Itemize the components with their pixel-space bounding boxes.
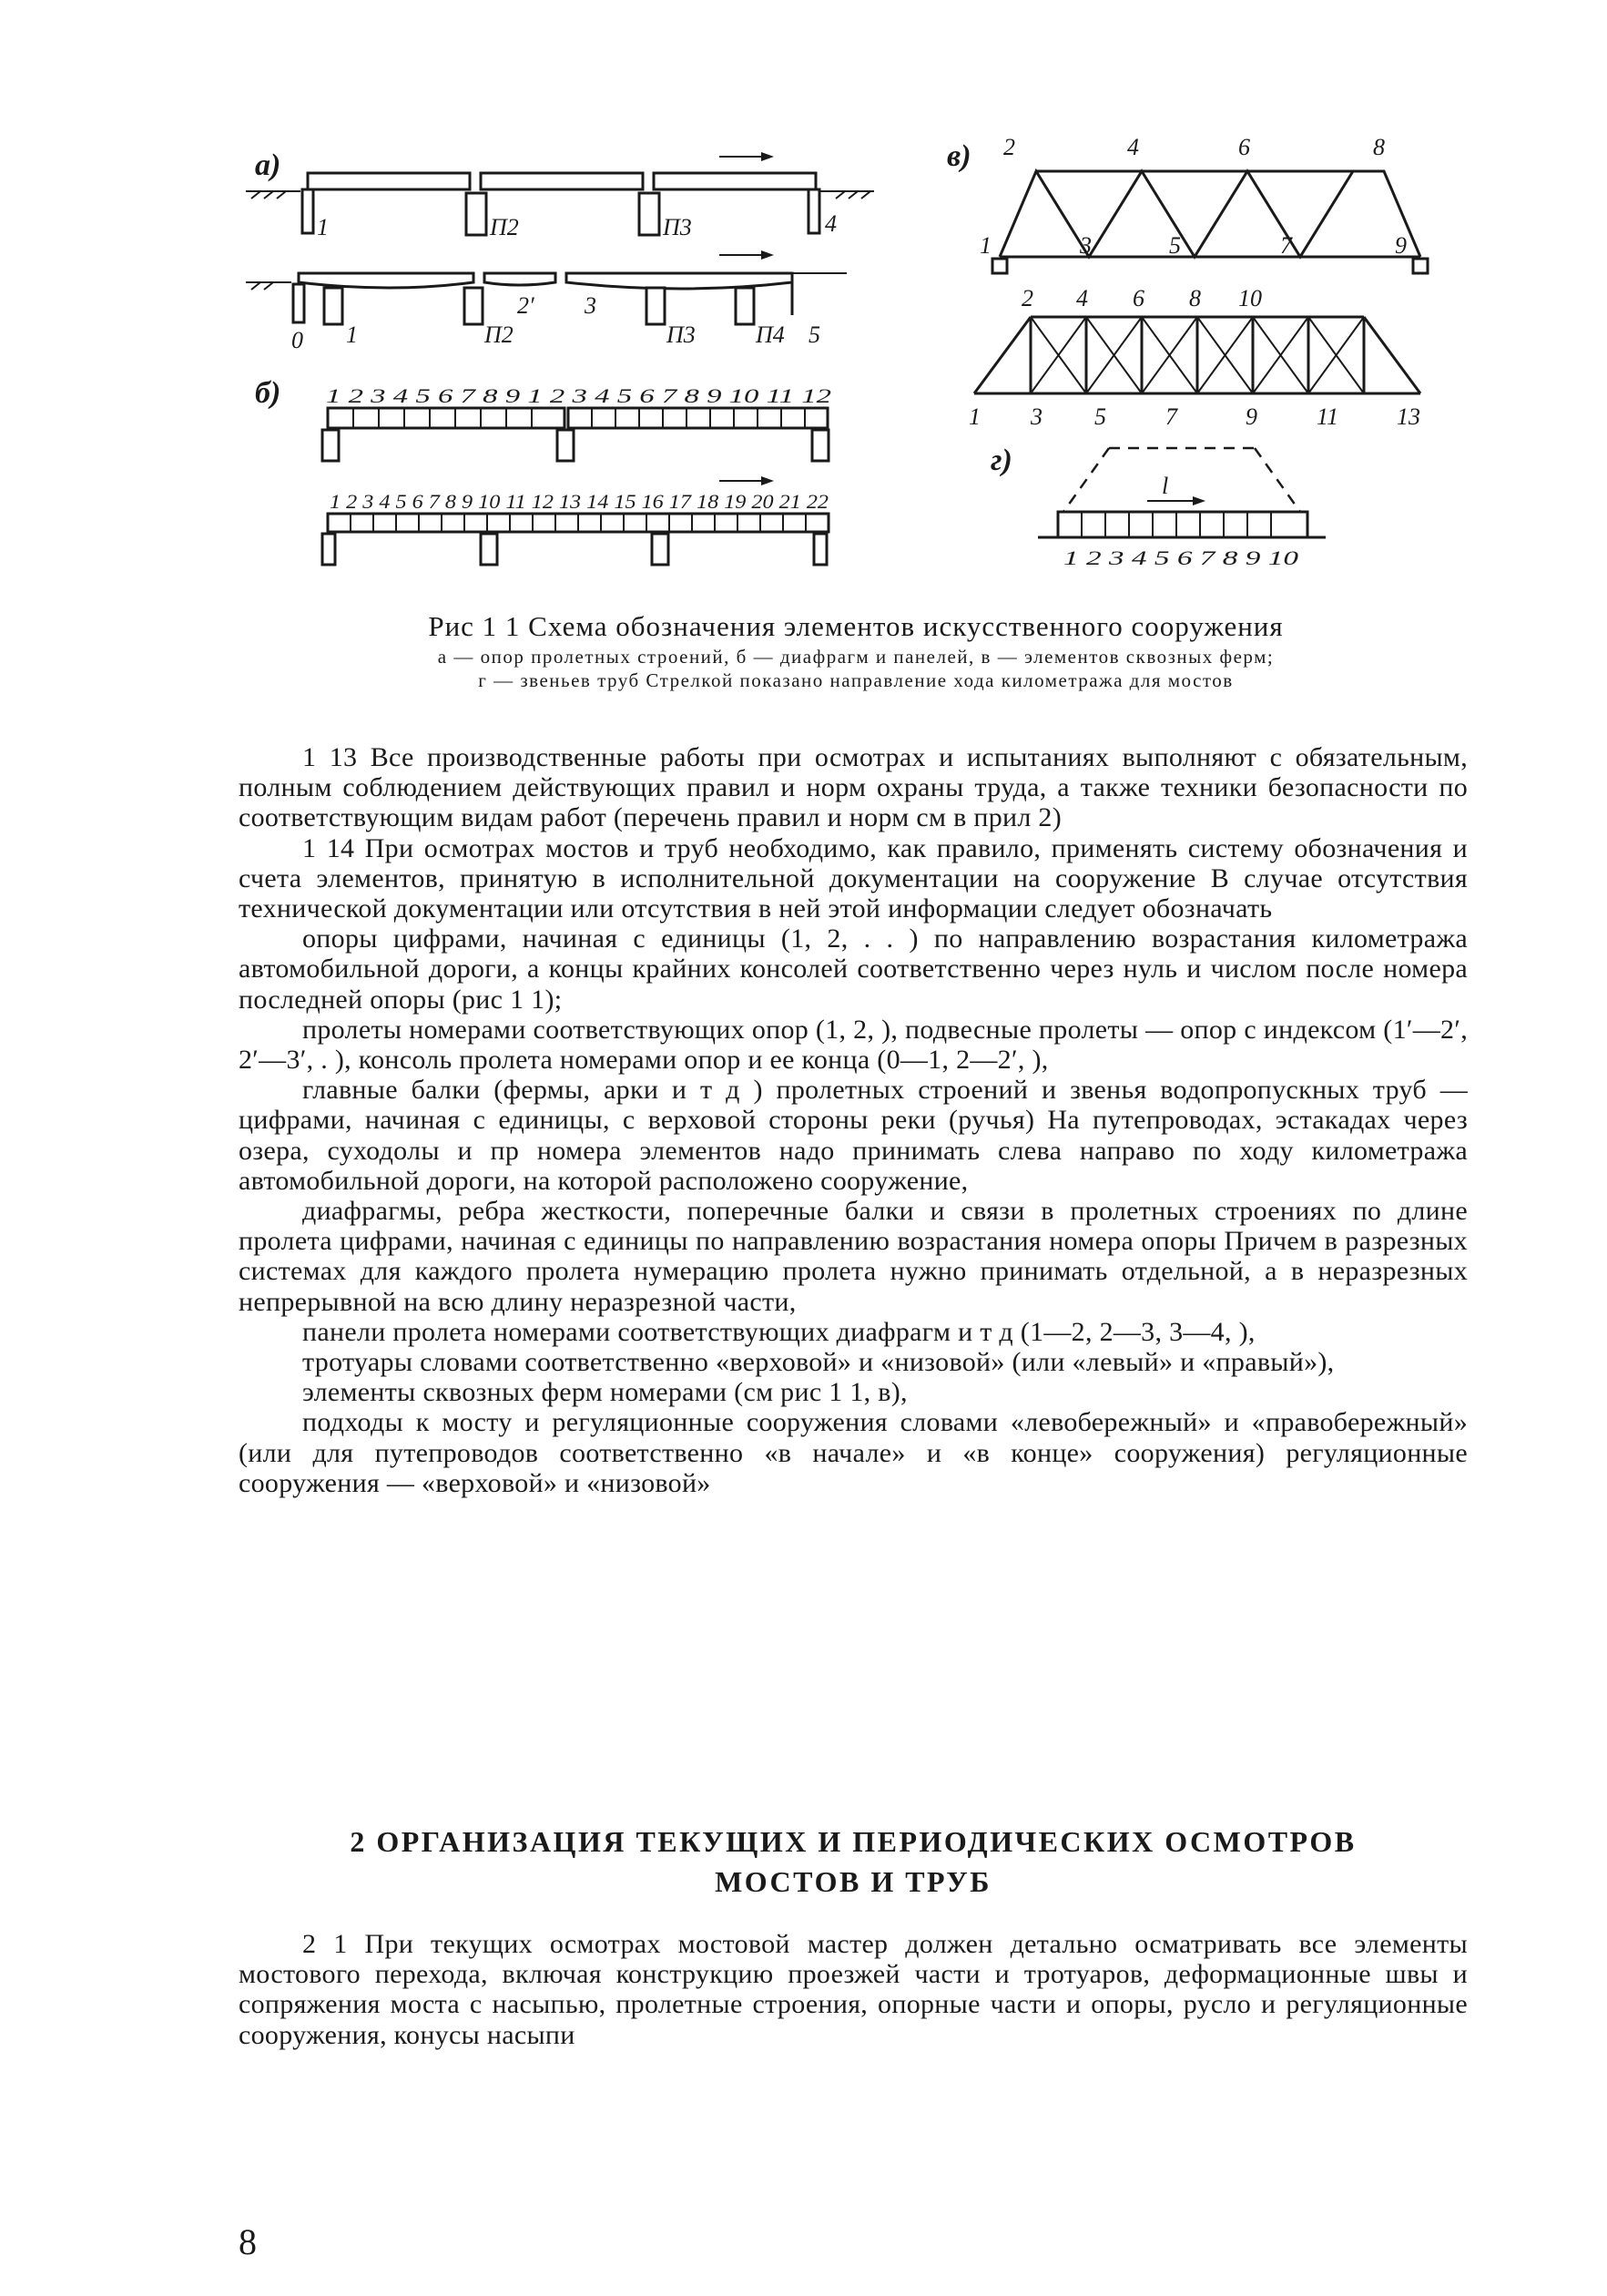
row2-hinge-2p: 2′ — [517, 292, 534, 319]
paragraph-2-1: 2 1 При текущих осмотрах мостовой мастер должен детально осматривать все элементы мостового перехода, включая конструкцию проезжей части и тротуаров, деформационные швы и сопряжения моста с насыпью, пролетные строения, опорные части и опоры, русло и регуляционные сооружения, конусы насыпи — [239, 1929, 1468, 2050]
panel-label-v: в) — [947, 139, 971, 173]
figure-svg — [246, 137, 1466, 583]
truss1-node-5: 5 — [1169, 232, 1181, 259]
row1-support-4: 4 — [825, 210, 837, 237]
page-number: 8 — [239, 2221, 257, 2262]
panel-label-a: а) — [255, 148, 281, 182]
section-heading — [239, 1821, 1468, 1902]
truss2-node-8: 8 — [1189, 285, 1201, 311]
truss2-node-1: 1 — [969, 403, 981, 430]
row1-support-3: П3 — [663, 214, 692, 240]
row2-support-1: 1 — [346, 321, 358, 348]
truss2-node-9: 9 — [1246, 403, 1257, 430]
truss2-node-7: 7 — [1165, 403, 1177, 430]
truss-cross-braced — [974, 317, 1420, 393]
section-heading-line2: МОСТОВ И ТРУБ — [715, 1865, 992, 1898]
panel-label-g: г) — [991, 444, 1012, 477]
paragraph-supports: опоры цифрами, начиная с единицы (1, 2, . . ) по направлению возрастания километража автомобильной дороги, а концы крайних консолей соответственно через нуль и числом после номера последней опоры (рис 1 1); — [239, 924, 1468, 1015]
section-body — [239, 1929, 1468, 2050]
truss2-node-4: 4 — [1076, 285, 1088, 311]
caption-legend-line2: г — звеньев труб Стрелкой показано направление хода километража для мостов — [478, 669, 1234, 691]
truss2-node-10: 10 — [1238, 285, 1262, 311]
truss2-node-11: 11 — [1317, 403, 1339, 430]
paragraph-1-14: 1 14 При осмотрах мостов и труб необходимо, как правило, применять систему обозначения и счета элементов, принятую в исполнительной документации на сооружение В случае отсутствия технической документации или отсутствия в ней этой информации следует обозначать — [239, 832, 1468, 924]
row2-support-0: 0 — [291, 327, 303, 353]
diaphragm-ticks-row2 — [351, 514, 806, 532]
panel-label-b: б) — [255, 376, 281, 410]
pipe-link-numbers: 1 2 3 4 5 6 7 8 9 10 — [1063, 546, 1298, 569]
paragraph-truss-elements: элементы сквозных ферм номерами (см рис 1 1, в), — [302, 1377, 908, 1408]
paragraph-sidewalks: тротуары словами соответственно «верховой» и «низовой» (или «левый» и «правый»), — [302, 1347, 1335, 1378]
row1-support-1: 1 — [317, 214, 329, 240]
paragraph-main-beams: главные балки (фермы, арки и т д ) пролетных строений и звенья водопропускных труб — цифрами, начиная с единицы, с верховой стороны реки (ручья) На путепроводах, эстакадах через озера, суходолы и пр номера элементов надо принимать слева направо по ходу километража автомобильной дороги, на которой расположено сооружение, — [239, 1075, 1468, 1196]
paragraph-1-13: 1 13 Все производственные работы при осмотрах и испытаниях выполняют с обязательным, полным соблюдением действующих правил и норм охраны труда, а также техники безопасности по соответствующим видам работ (перечень правил и норм см в прил 2) — [239, 742, 1468, 833]
figure-element-notation — [246, 137, 1466, 583]
row2-support-5: 5 — [809, 321, 820, 348]
truss1-node-9: 9 — [1395, 232, 1407, 259]
truss1-node-8: 8 — [1373, 137, 1385, 160]
row2-support-4: П4 — [756, 321, 785, 348]
caption-title: Рис 1 1 Схема обозначения элементов искусственного сооружения — [428, 610, 1284, 642]
diaphragm-numbers-row2: 1 2 3 4 5 6 7 8 9 10 11 12 13 14 15 16 17 18 19 20 21 22 — [330, 490, 829, 513]
paragraph-approaches: подходы к мосту и регуляционные сооружения словами «левобережный» и «правобережный» (или для путепроводов соответственно «в начале» и «в конце» сооружения) регуляционные сооружения — «верховой» и «низовой» — [239, 1407, 1468, 1498]
body-text — [239, 742, 1468, 1498]
section-heading-line1: 2 ОРГАНИЗАЦИЯ ТЕКУЩИХ И ПЕРИОДИЧЕСКИХ ОСМОТРОВ — [350, 1825, 1357, 1858]
row2-hinge-3: 3 — [585, 292, 596, 319]
truss1-node-7: 7 — [1280, 232, 1292, 259]
truss2-node-3: 3 — [1031, 403, 1043, 430]
row2-support-3: П3 — [666, 321, 696, 348]
figure-caption — [246, 608, 1466, 692]
row2-support-2: П2 — [484, 321, 514, 348]
paragraph-panels: панели пролета номерами соответствующих диафрагм и т д (1—2, 2—3, 3—4, ), — [302, 1316, 1256, 1347]
caption-legend-line1: а — опор пролетных строений, б — диафрагм и панелей, в — элементов сквозных ферм; — [437, 646, 1275, 668]
diaphragm-numbers-row1: 1 2 3 4 5 6 7 8 9 1 2 3 4 5 6 7 8 9 10 11 12 — [326, 384, 831, 407]
truss-warren — [1000, 171, 1420, 257]
truss1-node-3: 3 — [1080, 232, 1092, 259]
paragraph-spans: пролеты номерами соответствующих опор (1, 2, ), подвесные пролеты — опор с индексом (1′—2′, 2′—3′, . ), консоль пролета номерами опор и ее конца (0—1, 2—2′, ), — [239, 1014, 1468, 1076]
truss1-node-2: 2 — [1003, 137, 1015, 160]
pipe-length-label: l — [1162, 473, 1169, 499]
truss2-node-2: 2 — [1022, 285, 1033, 311]
truss2-node-13: 13 — [1397, 403, 1420, 430]
row1-support-2: П2 — [490, 214, 519, 240]
paragraph-diaphragms: диафрагмы, ребра жесткости, поперечные балки и связи в пролетных строениях по длине пролета цифрами, начиная с единицы по направлению возрастания номера опоры Причем в разрезных системах для каждого пролета нумерацию пролета нужно принимать отдельной, а в неразрезных непрерывной на всю длину неразрезной части, — [239, 1196, 1468, 1317]
truss1-node-6: 6 — [1238, 137, 1250, 160]
truss1-node-1: 1 — [980, 232, 992, 259]
truss2-node-6: 6 — [1133, 285, 1144, 311]
truss1-node-4: 4 — [1127, 137, 1139, 160]
truss2-node-5: 5 — [1094, 403, 1106, 430]
